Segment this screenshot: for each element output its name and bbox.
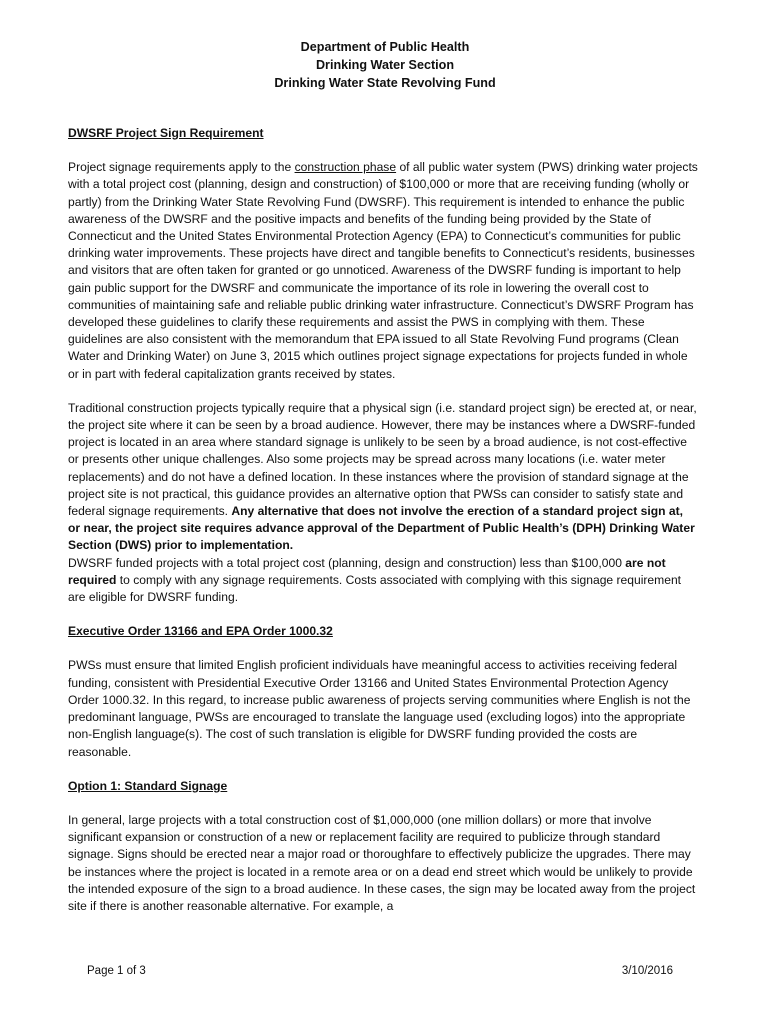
- executive-order-heading: Executive Order 13166 and EPA Order 1000.32: [68, 624, 333, 639]
- text-run: Project signage requirements apply to the: [68, 160, 295, 175]
- text-run: of all public water system (PWS) drinking water projects with a total project cost (planning, design and construction) of $100,000 or more that are receiving funding (wholly or partly) from the Drinking Water State Revolving Fund (DWSRF). This requirement is intended to enhance the public awareness of the DWSRF and the positive impacts and benefits of the funding being provided by the State of Connecticut and the United States Environmental Protection Agency (EPA) to Connecticut’s communities for public drinking water improvements. These projects have direct and tangible benefits to Connecticut’s residents, businesses and visitors that are often taken for granted or go unnoticed. Awareness of the DWSRF funding is important to help gain public support for the DWSRF and communicate the importance of its role in lowering the overall cost to communities of maintaining safe and reliable public drinking water infrastructure. Connecticut’s DWSRF Program has developed these guidelines to clarify these requirements and assist the PWS in complying with them. These guidelines are also consistent with the memorandum that EPA issued to all State Revolving Fund programs (Clean Water and Drinking Water) on June 3, 2015 which outlines project signage expectations for projects funded in whole or in part with federal capitalization grants received by states.: [68, 160, 698, 381]
- document-date: 3/10/2016: [621, 965, 673, 977]
- text-run: DWSRF funded projects with a total project cost (planning, design and construction) less than $100,000: [68, 555, 626, 570]
- department-title: Department of Public Health: [300, 40, 470, 54]
- not-required-text: are not required: [68, 555, 666, 587]
- sign-requirement-paragraph-3: [68, 555, 698, 607]
- approval-requirement-text: Any alternative that does not involve the erection of a standard project sign at, or near, the project site requires advance approval of the Department of Public Health’s (DPH) Drinking Water Section (DWS) prior to implementation.: [68, 504, 695, 553]
- document-body: [68, 125, 698, 932]
- option1-paragraph: In general, large projects with a total construction cost of $1,000,000 (one million dollars) or more that involve significant expansion or construction of a new or replacement facility are required to publicize through standard signage. Signs should be erected near a major road or thoroughfare to effectively publicize the upgrades. There may be instances where the project is located in a remote area or on a dead end street which would be unlikely to provide the intended exposure of the sign to a broad audience. In these cases, the sign may be located away from the project site if there is another reasonable alternative. For example, a: [68, 812, 696, 913]
- sign-requirement-paragraph-2: [68, 400, 698, 555]
- text-run: to comply with any signage requirements. Costs associated with complying with this signage requirement are eligible for DWSRF funding.: [68, 572, 682, 605]
- text-run: Traditional construction projects typically require that a physical sign (i.e. standard project sign) be erected at, or near, the project site where it can be seen by a broad audience. However, there may be instances where a DWSRF-funded project is located in an area where standard signage is unlikely to be seen by a broad audience, is not cost-effective or presents other unique challenges. Also some projects may be spread across many locations (i.e. water meter replacements) and do not have a defined location. In these instances where the provision of standard signage at the project site is not practical, this guidance provides an alternative option that PWSs can consider to satisfy state and federal signage requirements.: [68, 400, 697, 519]
- option1-heading: Option 1: Standard Signage: [68, 778, 228, 793]
- section-title: Drinking Water Section: [315, 58, 455, 72]
- document-header: [0, 38, 770, 92]
- fund-title: Drinking Water State Revolving Fund: [274, 76, 496, 90]
- sign-requirement-paragraph-1: [68, 159, 698, 383]
- page-number: Page 1 of 3: [87, 965, 146, 977]
- executive-order-paragraph: PWSs must ensure that limited English proficient individuals have meaningful access to activities receiving federal funding, consistent with Presidential Executive Order 13166 and United States Environmental Protection Agency Order 1000.32. In this regard, to increase public awareness of projects serving communities where English is not the predominant language, PWSs are encouraged to translate the language used (excluding logos) into the appropriate non-English language(s). The cost of such translation is eligible for DWSRF funding provided the costs are reasonable.: [68, 658, 691, 759]
- sign-requirement-heading: DWSRF Project Sign Requirement: [68, 126, 264, 140]
- construction-phase-text: construction phase: [294, 160, 397, 175]
